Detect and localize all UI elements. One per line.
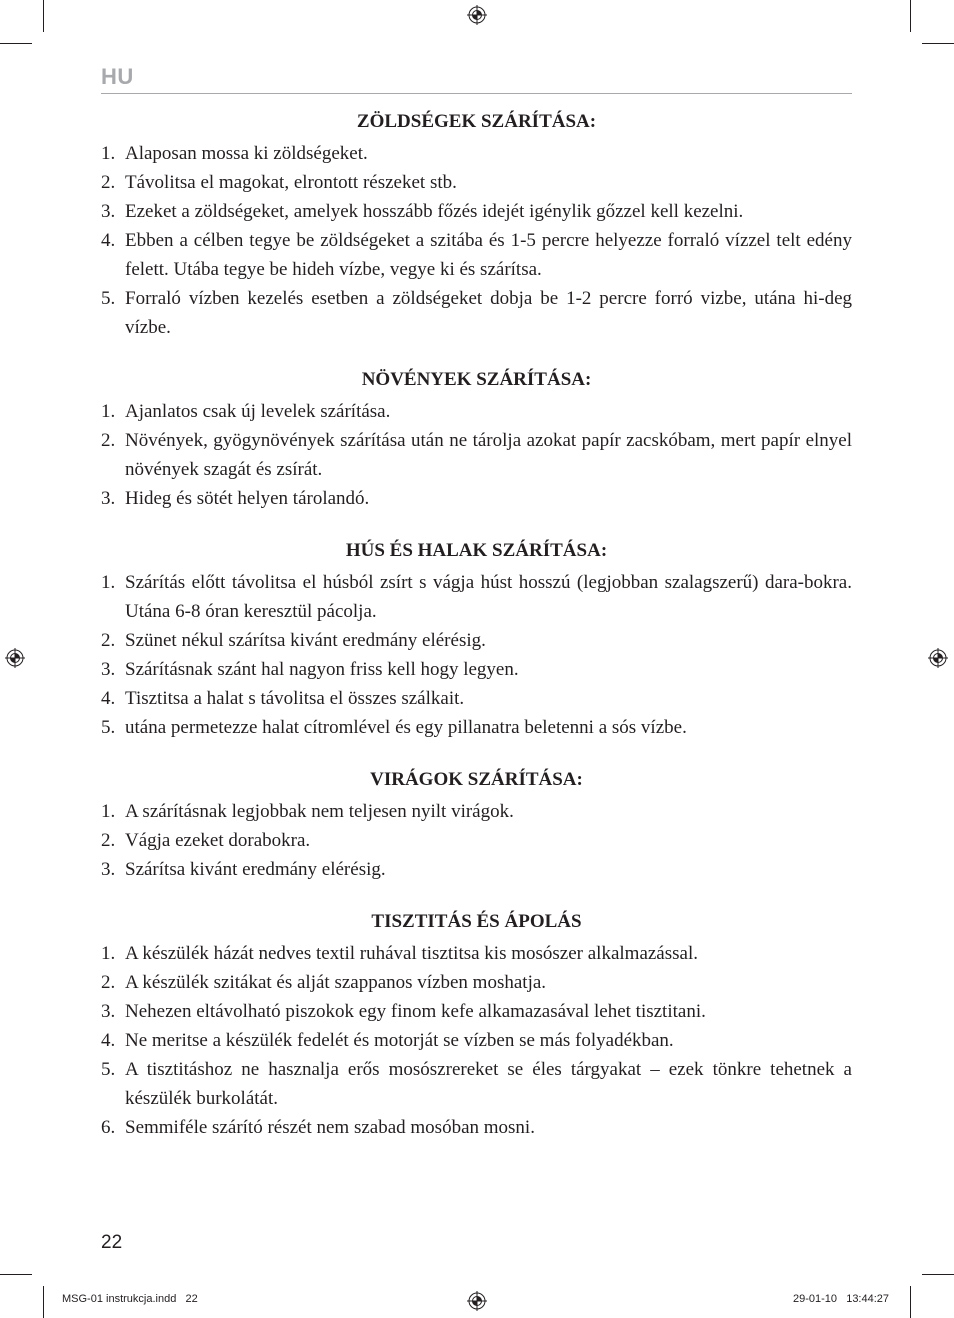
item-text: Szárítás előtt távolitsa el húsból zsírt s vágja húst hosszú (legjobban szalagszerű) dara-bokra. Utána 6-8 óran keresztül pácolja.	[125, 572, 852, 622]
list-item	[101, 997, 852, 1026]
item-number: 5.	[101, 288, 116, 309]
item-text: Forraló vízben kezelés esetben a zöldségeket dobja be 1-2 percre forró vizbe, utána hi-deg vízbe.	[125, 288, 852, 338]
item-number: 1.	[101, 143, 116, 164]
section-title: HÚS ÉS HALAK SZÁRÍTÁSA:	[345, 540, 608, 561]
crop-mark	[43, 1286, 44, 1318]
item-number: 5.	[101, 1059, 116, 1080]
item-number: 2.	[101, 972, 116, 993]
item-number: 3.	[101, 659, 116, 680]
list-item	[101, 684, 852, 713]
item-text: Ebben a célben tegye be zöldségeket a szitába és 1-5 percre helyezze forraló vízzel telt edény felett. Utába tegye be hideh vízbe, vegye ki és szárítsa.	[125, 230, 852, 280]
slug-filename: MSG-01 instrukcja.indd 22	[62, 1293, 198, 1305]
item-number: 3.	[101, 1001, 116, 1022]
item-number: 1.	[101, 401, 116, 422]
section-plants	[101, 365, 852, 513]
item-text: Ajanlatos csak új levelek szárítása.	[125, 401, 391, 422]
section-flowers	[101, 765, 852, 884]
item-text: Tisztitsa a halat s távolitsa el összes szálkait.	[125, 688, 465, 709]
section-vegetables	[101, 107, 852, 342]
crop-mark	[922, 43, 954, 44]
instruction-list	[101, 397, 852, 513]
list-item	[101, 1026, 852, 1055]
item-text: Vágja ezeket dorabokra.	[125, 830, 311, 851]
slug-timestamp: 29-01-10 13:44:27	[793, 1293, 890, 1305]
list-item	[101, 1055, 852, 1113]
list-item	[101, 139, 852, 168]
item-number: 4.	[101, 688, 116, 709]
item-text: Szárítsa kivánt eredmány elérésig.	[125, 859, 386, 880]
item-text: A készülék szitákat és alját szappanos vízben moshatja.	[125, 972, 547, 993]
page-content	[101, 107, 852, 1142]
list-item	[101, 197, 852, 226]
item-number: 4.	[101, 1030, 116, 1051]
crop-mark	[0, 1274, 32, 1275]
section-meat-fish	[101, 536, 852, 742]
item-text: Nehezen eltávolható piszokok egy finom kefe alkamazasával lehet tisztitani.	[125, 1001, 706, 1022]
crop-mark	[0, 43, 32, 44]
item-text: Hideg és sötét helyen tárolandó.	[125, 488, 370, 509]
item-number: 5.	[101, 717, 116, 738]
item-text: Semmiféle szárító részét nem szabad mosóban mosni.	[125, 1117, 535, 1138]
item-text: Alaposan mossa ki zöldségeket.	[125, 143, 368, 164]
item-text: A készülék házát nedves textil ruhával tisztitsa kis mosószer alkalmazással.	[125, 943, 698, 964]
list-item	[101, 797, 852, 826]
header-rule	[101, 93, 852, 94]
section-title: VIRÁGOK SZÁRÍTÁSA:	[370, 769, 583, 790]
item-text: A szárításnak legjobbak nem teljesen nyilt virágok.	[125, 801, 514, 822]
item-text: utána permetezze halat cítromlével és egy pillanatra beletenni a sós vízbe.	[125, 717, 687, 738]
item-number: 1.	[101, 943, 116, 964]
item-text: Növények, gyögynövények szárítása után ne tárolja azokat papír zacskóbam, mert papír elnyel növények szagát és zsírát.	[125, 430, 852, 480]
instruction-list	[101, 939, 852, 1142]
language-label: HU	[101, 64, 134, 89]
section-cleaning	[101, 907, 852, 1142]
page-number: 22	[101, 1232, 123, 1253]
list-item	[101, 397, 852, 426]
item-number: 3.	[101, 488, 116, 509]
item-number: 1.	[101, 572, 116, 593]
list-item	[101, 568, 852, 626]
instruction-list	[101, 797, 852, 884]
item-text: Szünet nékul szárítsa kivánt eredmány elérésig.	[125, 630, 486, 651]
list-item	[101, 1113, 852, 1142]
item-text: Ne meritse a készülék fedelét és motorját se vízben se más folyadékban.	[125, 1030, 674, 1051]
item-number: 2.	[101, 430, 116, 451]
list-item	[101, 826, 852, 855]
list-item	[101, 655, 852, 684]
list-item	[101, 626, 852, 655]
item-number: 2.	[101, 172, 116, 193]
registration-mark-icon	[5, 648, 25, 668]
instruction-list	[101, 139, 852, 342]
item-text: Ezeket a zöldségeket, amelyek hosszább főzés idejét igénylik gőzzel kell kezelni.	[125, 201, 744, 222]
registration-mark-icon	[467, 5, 487, 25]
item-number: 4.	[101, 230, 116, 251]
list-item	[101, 484, 852, 513]
list-item	[101, 968, 852, 997]
list-item	[101, 939, 852, 968]
list-item	[101, 855, 852, 884]
item-number: 3.	[101, 201, 116, 222]
crop-mark	[43, 0, 44, 32]
section-title: TISZTITÁS ÉS ÁPOLÁS	[371, 911, 582, 932]
section-title: ZÖLDSÉGEK SZÁRÍTÁSA:	[356, 111, 597, 132]
section-title: NÖVÉNYEK SZÁRÍTÁSA:	[361, 369, 592, 390]
item-text: Szárításnak szánt hal nagyon friss kell hogy legyen.	[125, 659, 519, 680]
list-item	[101, 226, 852, 284]
registration-mark-icon	[928, 648, 948, 668]
item-number: 2.	[101, 630, 116, 651]
list-item	[101, 713, 852, 742]
list-item	[101, 168, 852, 197]
registration-mark-icon	[467, 1291, 487, 1311]
item-number: 2.	[101, 830, 116, 851]
item-text: Távolitsa el magokat, elrontott részeket stb.	[125, 172, 457, 193]
item-number: 1.	[101, 801, 116, 822]
crop-mark	[910, 0, 911, 32]
list-item	[101, 284, 852, 342]
item-number: 3.	[101, 859, 116, 880]
list-item	[101, 426, 852, 484]
crop-mark	[922, 1274, 954, 1275]
item-number: 6.	[101, 1117, 116, 1138]
instruction-list	[101, 568, 852, 742]
item-text: A tisztitáshoz ne hasznalja erős mosószrereket se éles tárgyakat – ezek tönkre tehetnek a készülék burkolátát.	[125, 1059, 852, 1109]
crop-mark	[910, 1286, 911, 1318]
